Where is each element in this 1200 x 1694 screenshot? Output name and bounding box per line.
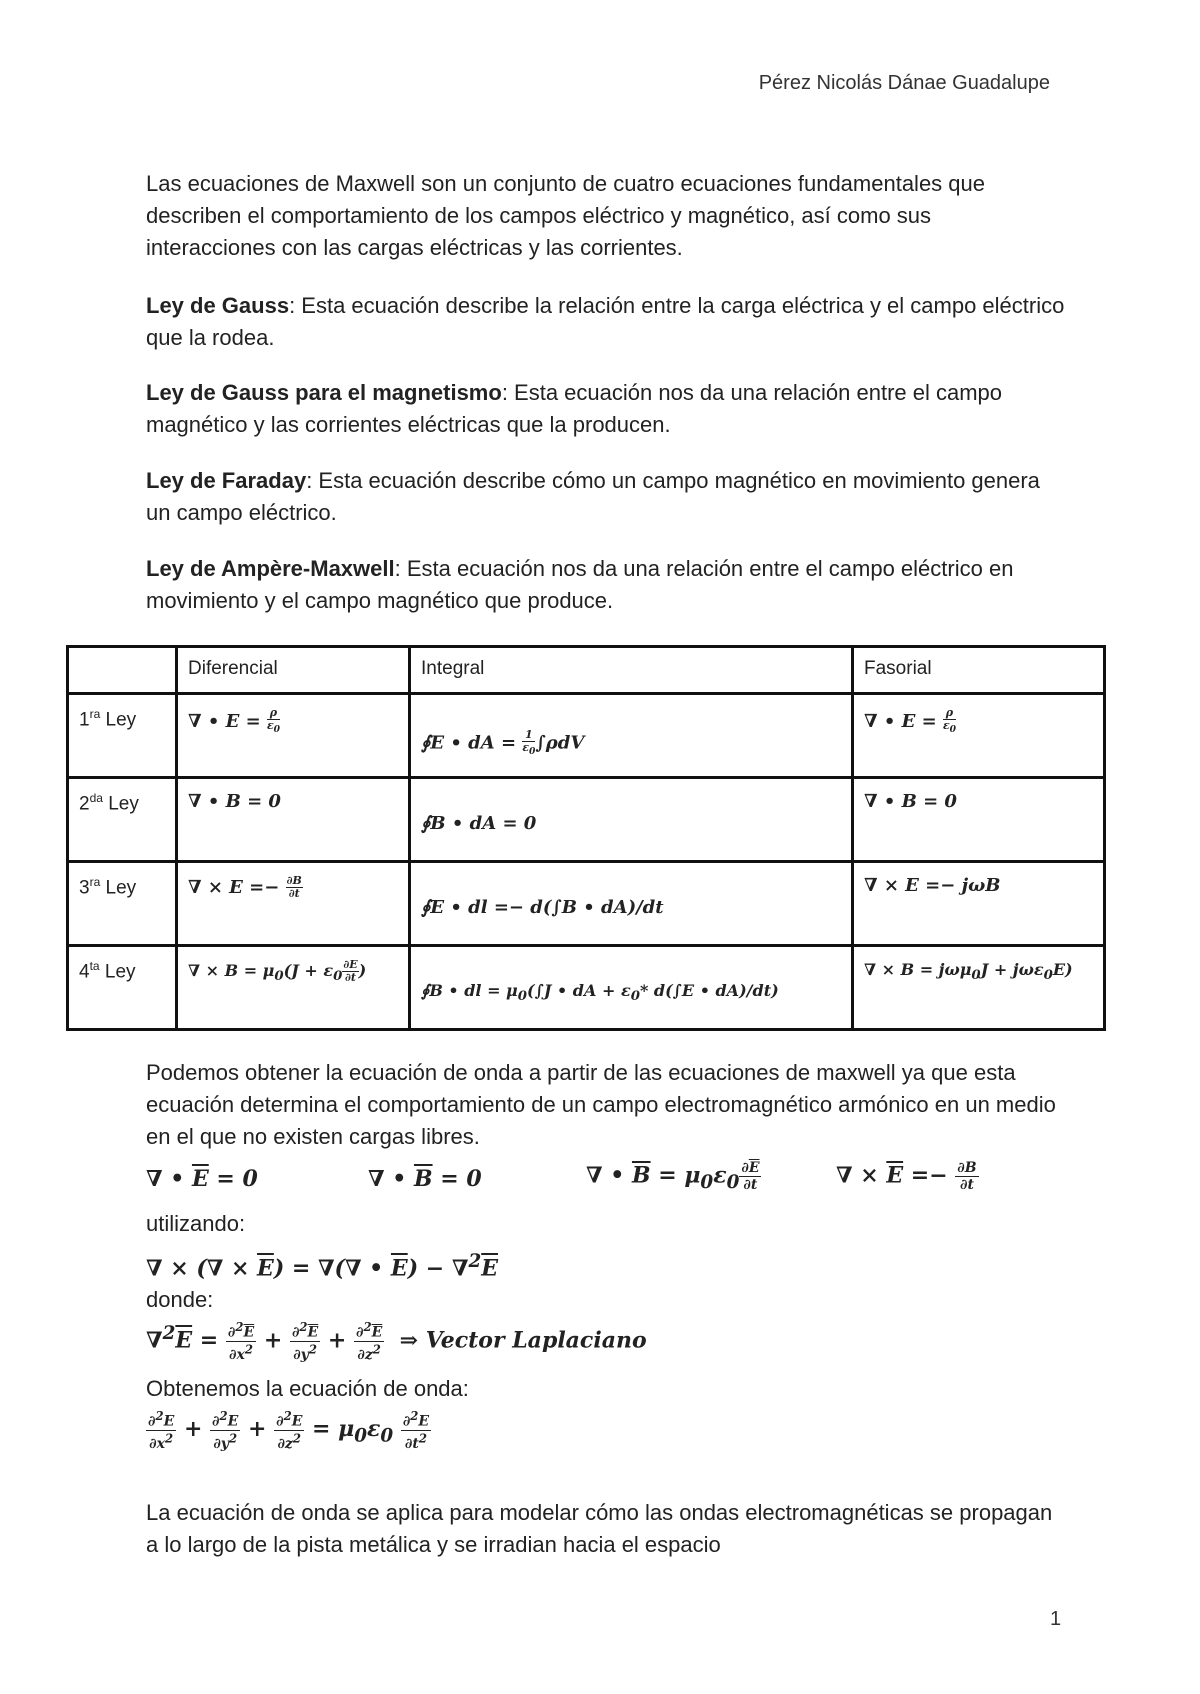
intro-paragraph: Las ecuaciones de Maxwell son un conjunto de cuatro ecuaciones fundamentales que describen el comportamiento de los campos eléctrico y magnético, así como sus interacciones con las cargas eléctricas y las corrientes. xyxy=(146,171,985,260)
differential-eq: ∇ • E = $\frac{\rho}{\varepsilon_0}$ xyxy=(177,694,410,778)
law-faraday-paragraph xyxy=(146,465,1066,529)
law-gauss-paragraph xyxy=(146,290,1066,354)
maxwell-eq-1: ∇ • $\overline{E} = 0$ xyxy=(146,1166,258,1192)
law-title: Ley de Gauss para el magnetismo xyxy=(146,380,502,405)
header-cell-empty xyxy=(68,647,177,694)
vector-laplacian-eq: $\nabla^2\overline{E}$ = $\frac{\partial^2\overline{E}}{\partial x^2}$ + $\frac{\partial^2\overline{E}}{\partial y^2}$ + $\frac{\partial^2\overline{E}}{\partial z^2}$ ⇒ Vector Laplaciano xyxy=(146,1320,647,1364)
row-label: $1^{ra}$ Ley xyxy=(68,694,177,778)
table-row xyxy=(68,778,1105,862)
utilizando-label: utilizando: xyxy=(146,1211,246,1236)
author-name: Pérez Nicolás Dánae Guadalupe xyxy=(758,72,1050,94)
law-title: Ley de Faraday xyxy=(146,468,307,493)
donde-label: donde: xyxy=(146,1287,214,1312)
final-paragraph: La ecuación de onda se aplica para modelar cómo las ondas electromagnéticas se propagan a lo largo de la pista metálica y se irradian hacia el espacio xyxy=(146,1500,1053,1557)
law-ampere-paragraph xyxy=(146,553,1066,617)
integral-eq: ∮B • dl = $\mu_0(\int J$ • dA + $\varepsilon_0*$ d(∫E • dA)/dt) xyxy=(410,946,853,1030)
law-desc: : Esta ecuación describe cómo un campo magnético en movimiento genera un campo eléctrico. xyxy=(146,468,1040,525)
header-cell-fasorial: Fasorial xyxy=(853,647,1105,694)
maxwell-equations-table xyxy=(66,645,1106,1031)
law-title: Ley de Gauss xyxy=(146,293,290,318)
laplacian-label: Vector Laplaciano xyxy=(425,1327,647,1354)
law-desc: : Esta ecuación describe la relación entre la carga eléctrica y el campo eléctrico que la rodea. xyxy=(146,293,1065,350)
obtenemos-label: Obtenemos la ecuación de onda: xyxy=(146,1376,469,1401)
law-desc: : Esta ecuación nos da una relación entre el campo magnético y las corrientes eléctricas que la producen. xyxy=(146,380,1003,437)
table-header-row xyxy=(68,647,1105,694)
table-row xyxy=(68,862,1105,946)
table-row xyxy=(68,946,1105,1030)
law-desc: : Esta ecuación nos da una relación entre el campo eléctrico en movimiento y el campo magnético que produce. xyxy=(146,556,1014,613)
law-gauss-magnetism-paragraph xyxy=(146,377,1066,441)
integral-eq: ∮E • dA = $\frac{1}{\varepsilon_0}$ ∫ρdV xyxy=(410,694,853,778)
phasor-eq: ∇ • B = 0 xyxy=(853,778,1105,862)
table-row xyxy=(68,694,1105,778)
law-title: Ley de Ampère-Maxwell xyxy=(146,556,395,581)
differential-eq: ∇ • B = 0 xyxy=(177,778,410,862)
phasor-eq: ∇ × B = jωμ$_0$J + jωε$_0$E) xyxy=(853,946,1105,1030)
row-label: $3^{ra}$ Ley xyxy=(68,862,177,946)
header-cell-integral: Integral xyxy=(410,647,853,694)
maxwell-eq-2: ∇ • $\overline{B} = 0$ xyxy=(368,1166,482,1192)
row-label: $2^{da}$ Ley xyxy=(68,778,177,862)
curl-curl-identity: ∇ × (∇ × $\overline{E}$) = ∇(∇ • $\overline{E}) - \nabla^2\overline{E}$ xyxy=(146,1251,498,1282)
phasor-eq: ∇ • E = $\frac{\rho}{\varepsilon_0}$ xyxy=(853,694,1105,778)
header-cell-diferencial: Diferencial xyxy=(177,647,410,694)
differential-eq: ∇ × $B = \mu_0(J + \varepsilon_0$ $\frac{\partial E}{\partial t}$ ) xyxy=(177,946,410,1030)
row-label: $4^{ta}$ Ley xyxy=(68,946,177,1030)
differential-eq: ∇ × E =− $\frac{\partial B}{\partial t}$ xyxy=(177,862,410,946)
maxwell-eq-3: ∇ • $\overline{B} = \mu_0\varepsilon_0$ $\frac{\partial\overline{E}}{\partial t}$ xyxy=(586,1160,760,1193)
wave-intro-paragraph: Podemos obtener la ecuación de onda a partir de las ecuaciones de maxwell ya que esta ecuación determina el comportamiento de un campo electromagnético armónico en un medio en el que no existen cargas libres. xyxy=(146,1060,1056,1149)
integral-eq: ∮B • dA = 0 xyxy=(410,778,853,862)
page-number: 1 xyxy=(1050,1608,1062,1630)
phasor-eq: ∇ × E =− jωB xyxy=(853,862,1105,946)
maxwell-eq-4: ∇ × $\overline{E}$ =− $\frac{\partial B}{\partial t}$ xyxy=(836,1160,977,1193)
integral-eq: ∮E • dl =− d(∫B • dA)/dt xyxy=(410,862,853,946)
wave-equation: $\frac{\partial^2E}{\partial x^2}$ + $\frac{\partial^2E}{\partial y^2}$ + $\frac{\partial^2E}{\partial z^2} = \mu_0\varepsilon_0$ $\frac{\partial^2E}{\partial t^2}$ xyxy=(148,1409,430,1453)
